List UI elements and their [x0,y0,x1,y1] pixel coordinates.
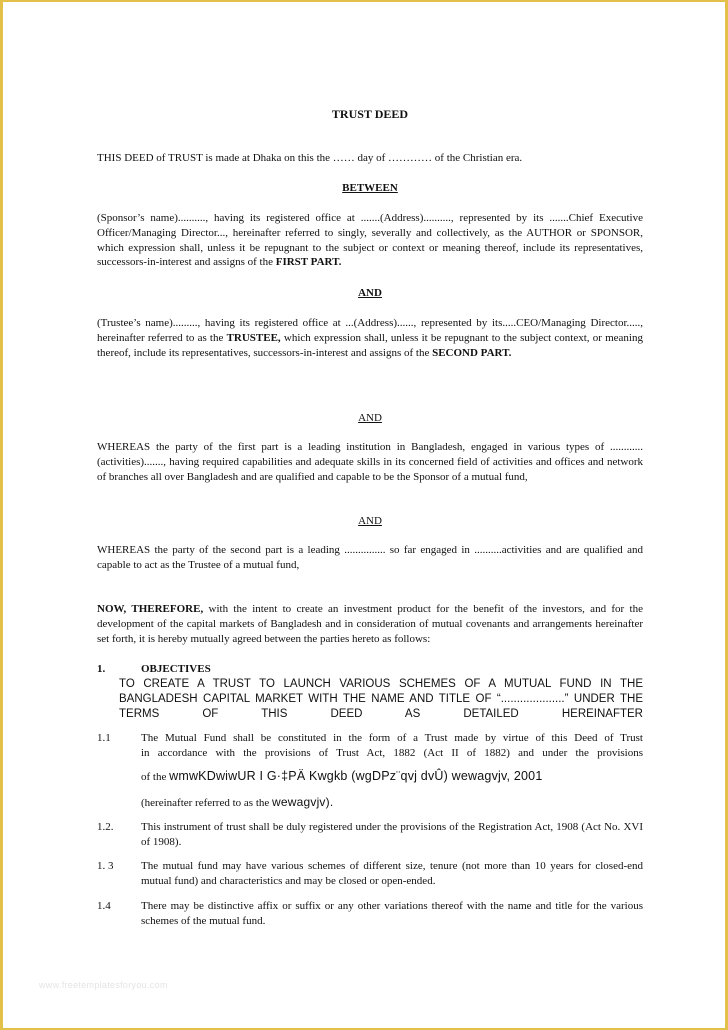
bengali-short-name: wewagvjv [272,795,326,809]
clause-1-2 [97,820,643,852]
clause-1-1-line-1: The Mutual Fund shall be constituted in the form of a Trust made by virtue of this Deed of Trust [141,732,643,744]
hereinafter-text: (hereinafter referred to as the [141,797,270,809]
bengali-regulation-name: wmwKDwiwUR I G·‡PÄ Kwgkb (wgDPz¨qvj dvÛ) wewagvjv, 2001 [169,769,543,783]
clause-1-1-line-3 [141,769,643,785]
clause-1-3 [97,859,643,891]
second-part-label: SECOND PART. [432,346,512,359]
section-1-body: TO CREATE A TRUST TO LAUNCH VARIOUS SCHEMES OF A MUTUAL FUND IN THE BANGLADESH CAPITAL MARKET WITH THE NAME AND TITLE OF “....................” UNDER THE TERMS OF THIS DEED AS DETAILED HEREINAFTER [119,678,643,720]
clause-1-4 [97,899,643,931]
trustee-text-b: which expression shall, unless it be repugnant to the subject context, or meaning thereof, include its representatives, successors-in-interest and assigns of the [97,331,643,359]
trustee-text-a: (Trustee’s name)........., having its registered office at ...(Address)......, represented by its.....CEO/Managing Director....., hereinafter referred to as the [97,317,643,344]
watermark-text: www.freetemplatesforyou.com [39,980,168,990]
now-therefore-text: with the intent to create an investment product for the benefit of the investors, and for the development of the capital markets of Bangladesh and in consideration of mutual covenants and arrangements hereinafter set forth, it is hereby mutually agreed between the parties hereto as follows: [97,603,643,645]
section-1-heading: OBJECTIVES [141,663,211,675]
first-part-label: FIRST PART. [275,256,342,269]
now-therefore-label: NOW, THEREFORE, [97,603,204,615]
intro-paragraph: THIS DEED of TRUST is made at Dhaka on this the …… day of ………… of the Christian era. [97,152,523,164]
clause-1-3-text: The mutual fund may have various schemes of different size, tenure (not more than 10 years for closed-end mutual fund) and characteristics and may be closed or open-ended. [141,860,643,887]
clause-1-1-number: 1.1 [97,732,111,744]
section-1 [97,662,643,722]
clause-1-3-number: 1. 3 [97,860,114,872]
and-heading-3: AND [358,515,382,527]
section-1-number: 1. [97,663,106,675]
now-therefore-paragraph [97,602,643,646]
and-heading-2: AND [358,412,382,424]
clause-1-2-text: This instrument of trust shall be duly registered under the provisions of the Registration Act, 1908 (Act No. XVI of 1908). [141,821,643,848]
sponsor-paragraph [97,211,643,270]
clause-1-1-line-4 [141,795,643,811]
document-page [3,2,725,1028]
trustee-paragraph [97,316,643,360]
clause-1-4-number: 1.4 [97,900,111,912]
clause-1-1-end: ). [325,795,334,809]
whereas-paragraph-1: WHEREAS the party of the first part is a leading institution in Bangladesh, engaged in various types of ............(activities)......., having required capabilities and adequate skills in its concerned field of activities and offices and network of branches all over Bangladesh and are qualified and capable to be the Sponsor of a mutual fund, [97,441,643,483]
clause-1-1 [97,731,643,811]
trustee-label: TRUSTEE, [226,331,281,344]
document-title: TRUST DEED [331,107,409,121]
sponsor-text: (Sponsor’s name).........., having its registered office at .......(Address).........., represented by its .......Chief Executive Officer/Managing Director..., hereinafter referred to singly, severally and collectively, as the AUTHOR or SPONSOR, which expression shall, unless it be repugnant to the subject or context or meaning thereof, include its representatives, successors-in-interest and assigns of the [97,212,643,269]
and-heading-1: AND [358,287,382,299]
clause-1-1-line-2: in accordance with the provisions of Trust Act, 1882 (Act II of 1882) and under the provisions [141,747,643,759]
of-the-text: of the [141,771,167,783]
clause-1-4-text: There may be distinctive affix or suffix or any other variations thereof with the name and title for the various schemes of the mutual fund. [141,900,643,927]
clause-1-2-number: 1.2. [97,821,114,833]
between-heading: BETWEEN [342,182,398,194]
whereas-paragraph-2: WHEREAS the party of the second part is a leading ............... so far engaged in ..........activities and are qualified and capable to act as the Trustee of a mutual fund, [97,544,643,571]
